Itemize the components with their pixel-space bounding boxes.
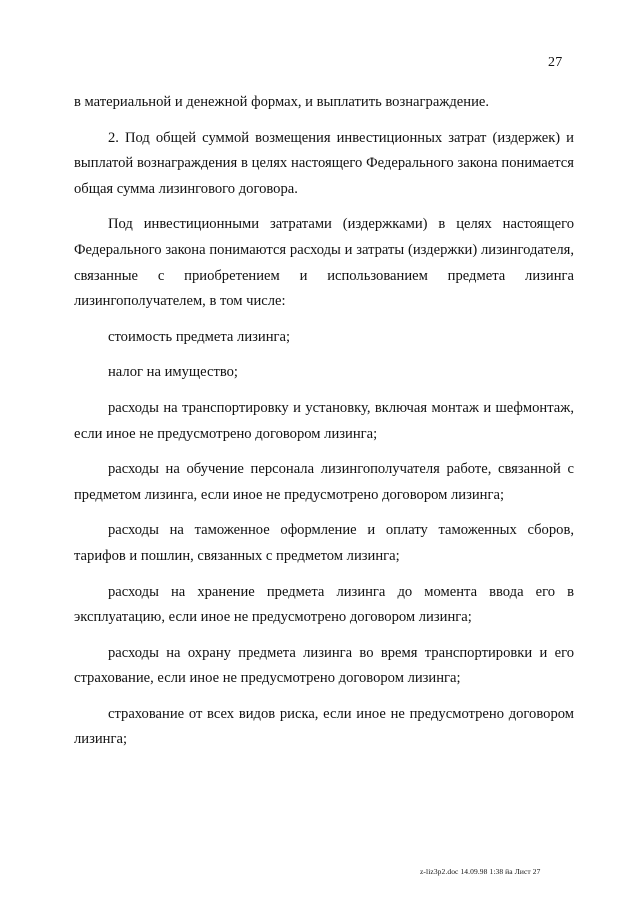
list-item: расходы на обучение персонала лизингополучателя работе, связанной с предметом лизинга, если иное не предусмотрено договором лизинга;	[74, 461, 574, 503]
list-item: расходы на хранение предмета лизинга до момента ввода его в эксплуатацию, если иное не предусмотрено договором лизинга;	[74, 583, 574, 626]
page-number: 27	[548, 55, 563, 70]
list-item: расходы на таможенное оформление и оплату таможенных сборов, тарифов и пошлин, связанных с предметом лизинга;	[74, 522, 574, 564]
paragraph-investment-costs: Под инвестиционными затратами (издержками) в целях настоящего Федерального закона понимаются расходы и затраты (издержки) лизингодателя, связанные с приобретением и использованием предмета лизинга лизингополучателем, в том числе:	[74, 216, 574, 310]
list-item: расходы на транспортировку и установку, включая монтаж и шефмонтаж, если иное не предусмотрено договором лизинга;	[74, 399, 574, 442]
document-body	[74, 90, 574, 763]
paragraph-item-2: 2. Под общей суммой возмещения инвестиционных затрат (издержек) и выплатой вознаграждения в целях настоящего Федерального закона понимается общая сумма лизингового договора.	[74, 129, 574, 197]
paragraph-continuation: в материальной и денежной формах, и выплатить вознаграждение.	[74, 94, 490, 110]
list-item: стоимость предмета лизинга;	[108, 328, 291, 345]
list-item: расходы на охрану предмета лизинга во время транспортировки и его страхование, если иное не предусмотрено договором лизинга;	[74, 644, 574, 687]
list-item: страхование от всех видов риска, если иное не предусмотрено договором лизинга;	[74, 705, 574, 748]
list-item: налог на имущество;	[108, 364, 238, 381]
document-footer: z-liz3p2.doc 14.09.98 1:38 йа Лист 27	[420, 867, 541, 876]
